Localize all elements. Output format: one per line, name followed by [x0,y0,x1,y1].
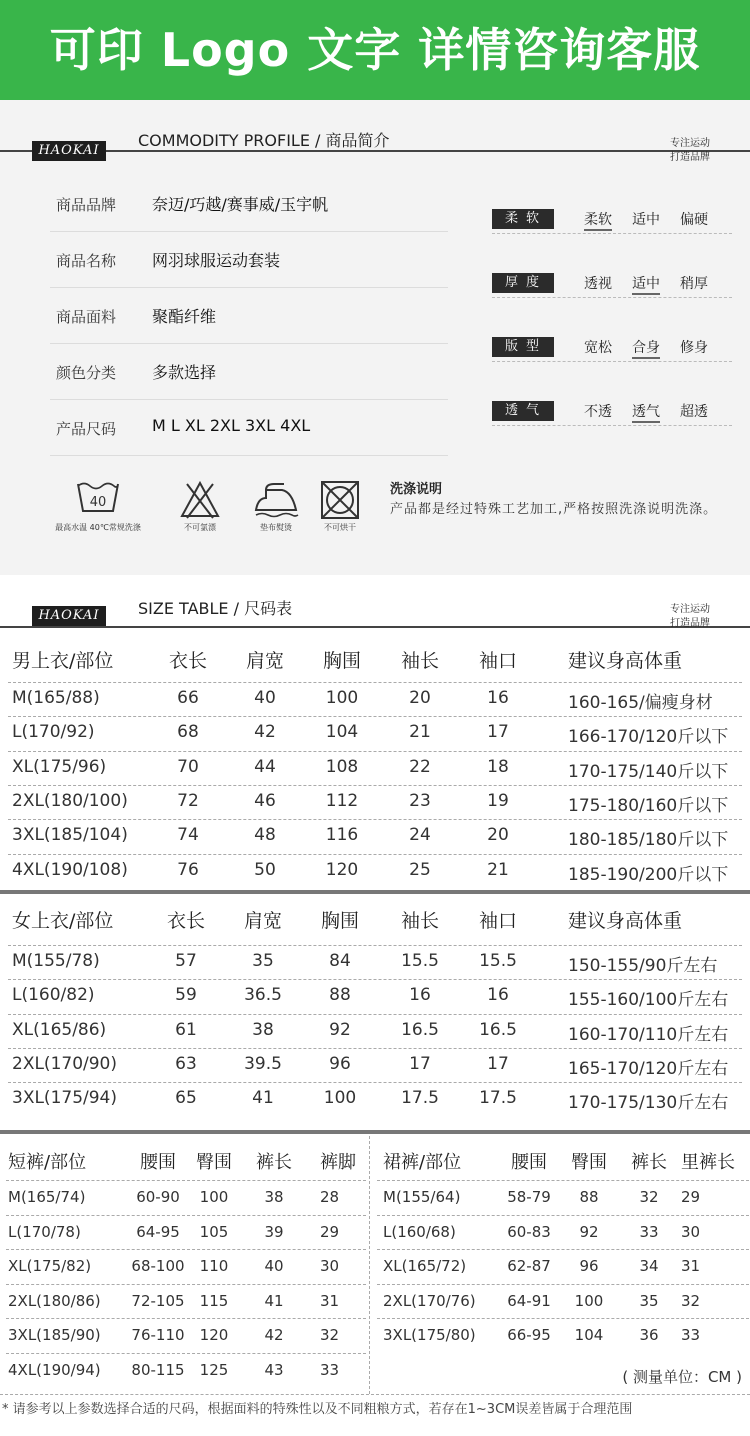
scale-option: 适中 [632,212,660,228]
table-cell: 36.5 [244,985,282,1006]
wash-temp-text: 40 [89,495,107,510]
scale-option-selected: 柔软 [584,209,612,231]
table-cell: 50 [254,859,276,880]
table-cell: L(170/78) [8,1222,81,1241]
table-cell: 33 [639,1222,659,1241]
table-cell: 57 [175,951,197,971]
size-header-rule [0,626,750,628]
table-header-cell: 腰围 [140,1152,176,1173]
table-cell: 17 [487,1053,509,1074]
table-cell: 84 [329,951,351,971]
table-cell: 29 [681,1188,701,1206]
table-cell: 66 [177,688,199,708]
scale-option: 超透 [680,404,708,420]
table-header-cell: 女上衣/部位 [12,910,114,932]
table-header-cell: 袖口 [478,910,518,932]
table-header-cell: 短裤/部位 [8,1152,87,1173]
table-cell: 40 [254,688,276,708]
table-cell: 112 [325,790,359,811]
table-cell: 63 [175,1053,197,1074]
table-cell: 15.5 [401,951,439,971]
size-slogan [670,603,710,631]
table-cell: 16.5 [401,1019,439,1040]
table-cell: 24 [409,825,431,846]
table-header-cell: 里裤长 [681,1152,735,1173]
table-cell: 21 [409,722,431,743]
size-table-title: SIZE TABLE / 尺码表 [138,599,293,618]
table-cell: 42 [254,722,276,743]
table-cell: 108 [325,756,359,777]
scale-option: 偏硬 [680,212,708,228]
table-cell: 68 [177,722,199,743]
table-row [6,1353,366,1388]
table-cell: 116 [325,825,359,846]
table-cell: 166-170/120斤以下 [568,727,729,748]
table-header-row [377,1142,749,1178]
table-row [8,979,742,1013]
table-header-cell: 臀围 [196,1152,232,1173]
table-cell: 100 [574,1291,604,1310]
table-cell: 3XL(185/104) [12,825,128,846]
table-cell: 170-175/140斤以下 [568,761,729,782]
profile-slogan [670,137,710,165]
size-brand-tag: HAOKAI [32,606,106,626]
table-cell: 44 [254,756,276,777]
table-cell: 33 [681,1326,701,1344]
table-cell: 115 [199,1291,229,1310]
scale-tag: 版型 [492,337,554,357]
attribute-value: 多款选择 [152,363,217,382]
fabric-scale-row [492,207,732,231]
attribute-value: 聚酯纤维 [152,307,217,326]
table-cell: 60-83 [507,1222,551,1241]
table-header-cell: 肩宽 [243,910,283,932]
attribute-row [50,232,448,288]
table-row [377,1318,749,1353]
table-row [377,1215,749,1250]
table-cell: 31 [320,1291,340,1310]
table-cell: 42 [264,1326,284,1344]
table-cell: 2XL(180/86) [8,1291,101,1310]
table-cell: 96 [329,1053,351,1074]
table-cell: 160-170/110斤左右 [568,1024,729,1045]
table-cell: 76 [177,859,199,880]
table-cell: 15.5 [479,951,517,971]
no-tumble-dry-icon [319,480,361,520]
table-header-cell: 衣长 [168,650,208,672]
table-cell: XL(165/86) [12,1019,107,1040]
table-cell: 40 [264,1257,284,1275]
fabric-scale-row [492,335,732,359]
no-bleach-icon [179,480,221,520]
table-cell: 175-180/160斤以下 [568,795,729,816]
table-cell: 120 [199,1326,229,1344]
table-cell: 39.5 [244,1053,282,1074]
table-row [8,682,742,716]
care-label-dry: 不可烘干 [324,523,356,532]
table-row [6,1249,366,1284]
wash-instructions-title: 洗涤说明 [390,482,443,497]
attribute-row [50,344,448,400]
scale-option: 不透 [584,404,612,420]
attribute-value: 网羽球服运动套装 [152,251,281,270]
slogan-line-2: 打造品牌 [670,152,710,163]
table-cell: 92 [329,1019,351,1040]
table-header-cell: 臀围 [571,1152,607,1173]
table-divider-2 [0,1130,750,1134]
table-cell: 22 [409,756,431,777]
size-slogan-line-2: 打造品牌 [670,618,710,629]
table-cell: 16 [409,985,431,1006]
table-cell: 34 [639,1257,659,1275]
table-cell: 4XL(190/108) [12,859,128,880]
table-row [377,1180,749,1215]
table-cell: XL(175/96) [12,756,107,777]
table-cell: 100 [199,1188,229,1206]
table-row [6,1180,366,1215]
table-cell: M(165/74) [8,1188,86,1206]
table-cell: 100 [323,1088,357,1109]
table-row [8,945,742,979]
table-header-cell: 衣长 [166,910,206,932]
table-cell: 100 [325,688,359,708]
scale-tag: 厚度 [492,273,554,293]
wash-instructions-text: 产品都是经过特殊工艺加工,严格按照洗涤说明洗涤。 [390,502,718,517]
table-header-row [6,1142,366,1178]
table-cell: 3XL(185/90) [8,1326,101,1344]
table-cell: 35 [639,1291,659,1310]
table-cell: M(165/88) [12,688,100,708]
table-cell: L(160/82) [12,985,95,1006]
scale-dashed-line [492,233,732,234]
scale-option: 稍厚 [680,276,708,292]
table-cell: 3XL(175/80) [383,1326,476,1344]
profile-title: COMMODITY PROFILE / 商品简介 [138,131,390,150]
table-header-cell: 袖长 [400,910,440,932]
table-header-cell: 建议身高体重 [568,650,683,672]
table-row [8,854,742,888]
table-cell: 21 [487,859,509,880]
table-cell: 20 [487,825,509,846]
table-cell: 19 [487,790,509,811]
table-cell: 16 [487,985,509,1006]
care-iron [244,480,308,533]
table-cell: 30 [681,1222,701,1241]
table-cell: M(155/64) [383,1188,461,1206]
table-cell: 68-100 [131,1257,185,1275]
attribute-value: M L XL 2XL 3XL 4XL [152,416,311,435]
table-cell: 88 [579,1188,599,1206]
table-cell: 36 [639,1326,659,1344]
table-header-cell: 裙裤/部位 [383,1152,462,1173]
table-cell: 92 [579,1222,599,1241]
table-row [8,785,742,819]
table-cell: 33 [320,1360,340,1379]
table-row [6,1215,366,1250]
scale-option-selected: 适中 [632,273,660,295]
table-cell: 32 [320,1326,340,1344]
table-cell: 31 [681,1257,701,1275]
scale-tag: 柔软 [492,209,554,229]
table-cell: 125 [199,1360,229,1379]
table-cell: 25 [409,859,431,880]
table-row [377,1249,749,1284]
table-row [8,716,742,750]
table-row [8,1048,742,1082]
table-cell: 35 [252,951,274,971]
table-header-cell: 裤脚 [320,1152,356,1173]
table-cell: 28 [320,1188,340,1206]
table-cell: 64-95 [136,1222,180,1241]
table-cell: 64-91 [507,1291,551,1310]
table-row [8,819,742,853]
attribute-label: 商品品牌 [56,196,117,214]
table-cell: 155-160/100斤左右 [568,990,729,1011]
attribute-row [50,400,448,456]
table-cell: 185-190/200斤以下 [568,864,729,885]
table-cell: L(160/68) [383,1222,456,1241]
table-cell: 32 [639,1188,659,1206]
slogan-line-1: 专注运动 [670,138,710,149]
table-header-row [8,900,742,936]
care-no-tumble-dry [308,480,372,533]
table-cell: 61 [175,1019,197,1040]
table-cell: 29 [320,1222,340,1241]
table-header-cell: 建议身高体重 [568,910,683,932]
table-row [8,751,742,785]
scale-option-selected: 合身 [632,337,660,359]
table-cell: 2XL(170/76) [383,1291,476,1310]
care-label-iron: 垫布熨烫 [260,523,292,532]
table-cell: 72 [177,790,199,811]
table-cell: 105 [199,1222,229,1241]
table-cell: 66-95 [507,1326,551,1344]
scale-option: 透视 [584,276,612,292]
scale-option: 宽松 [584,340,612,356]
scale-dashed-line [492,425,732,426]
table-header-row [8,640,742,676]
table-row [8,1014,742,1048]
table-header-cell: 袖口 [478,650,518,672]
table-cell: 17.5 [401,1088,439,1109]
table-cell: 16.5 [479,1019,517,1040]
table-cell: 76-110 [131,1326,185,1344]
table-cell: 59 [175,985,197,1006]
table-cell: 88 [329,985,351,1006]
table-header-cell: 腰围 [511,1152,547,1173]
table-cell: 17 [409,1053,431,1074]
table-cell: L(170/92) [12,722,95,743]
table-cell: 120 [325,859,359,880]
table-cell: 17.5 [479,1088,517,1109]
table-row [8,1082,742,1116]
iron-icon [252,480,300,520]
attribute-label: 商品面料 [56,308,117,326]
table-header-cell: 裤长 [631,1152,667,1173]
care-no-bleach [168,480,232,533]
care-label-wash: 最高水温 40℃常规洗涤 [55,523,141,532]
table-header-cell: 胸围 [320,910,360,932]
table-cell: 46 [254,790,276,811]
bottom-table-separator [369,1136,370,1394]
size-footnote: * 请参考以上参数选择合适的尺码，根据面料的特殊性以及不同粗粮方式，若存在1~3CM误差皆属于合理范围 [2,1402,633,1417]
table-cell: 72-105 [131,1291,185,1310]
table-cell: 3XL(175/94) [12,1088,118,1109]
attribute-label: 产品尺码 [56,420,117,438]
table-cell: 74 [177,825,199,846]
table-row [6,1284,366,1319]
table-cell: 38 [264,1188,284,1206]
care-wash-40 [40,480,156,533]
scale-option-selected: 透气 [632,401,660,423]
table-cell: 180-185/180斤以下 [568,830,729,851]
table-cell: 96 [579,1257,599,1275]
table-cell: 80-115 [131,1360,185,1379]
table-header-cell: 裤长 [256,1152,292,1173]
table-cell: 62-87 [507,1257,551,1275]
wash-40-icon [76,480,120,514]
brand-tag: HAOKAI [32,141,106,161]
table-cell: M(155/78) [12,951,100,971]
table-header-cell: 肩宽 [245,650,285,672]
table-cell: 165-170/120斤左右 [568,1058,729,1079]
table-cell: 104 [325,722,359,743]
table-cell: 170-175/130斤左右 [568,1093,729,1114]
scale-dashed-line [492,297,732,298]
scale-tag: 透气 [492,401,554,421]
table-cell: XL(175/82) [8,1257,92,1275]
table-cell: XL(165/72) [383,1257,467,1275]
table-cell: 41 [264,1291,284,1310]
bottom-rule [0,1394,750,1395]
table-row [377,1284,749,1319]
fabric-scale-row [492,399,732,423]
table-cell: 160-165/偏瘦身材 [568,693,713,713]
table-cell: 18 [487,756,509,777]
table-cell: 70 [177,756,199,777]
care-label-bleach: 不可氯漂 [184,523,216,532]
scale-option: 修身 [680,340,708,356]
fabric-scale-row [492,271,732,295]
table-cell: 30 [320,1257,340,1275]
table-cell: 2XL(170/90) [12,1053,118,1074]
table-cell: 17 [487,722,509,743]
table-cell: 60-90 [136,1188,180,1206]
table-cell: 39 [264,1222,284,1241]
unit-note: ( 测量单位：CM ) [622,1368,742,1386]
table-cell: 65 [175,1088,197,1109]
table-cell: 48 [254,825,276,846]
table-row [6,1318,366,1353]
table-cell: 20 [409,688,431,708]
table-cell: 110 [199,1257,229,1275]
table-header-cell: 袖长 [400,650,440,672]
promo-banner: 可印 Logo 文字 详情咨询客服 [0,0,750,100]
size-slogan-line-1: 专注运动 [670,604,710,615]
attribute-label: 颜色分类 [56,364,117,382]
table-cell: 150-155/90斤左右 [568,956,718,976]
attribute-row [50,288,448,344]
table-header-cell: 男上衣/部位 [12,650,114,672]
table-cell: 41 [252,1088,274,1109]
table-cell: 38 [252,1019,274,1040]
table-header-cell: 胸围 [322,650,362,672]
table-cell: 23 [409,790,431,811]
table-cell: 2XL(180/100) [12,790,128,811]
table-cell: 104 [574,1326,604,1344]
attribute-value: 奈迈/巧越/赛事威/玉宇帆 [152,195,329,214]
table-divider-1 [0,890,750,894]
table-cell: 32 [681,1291,701,1310]
table-cell: 16 [487,688,509,708]
scale-dashed-line [492,361,732,362]
attribute-row [50,176,448,232]
table-cell: 58-79 [507,1188,551,1206]
table-cell: 43 [264,1360,284,1379]
attribute-label: 商品名称 [56,252,117,270]
table-cell: 4XL(190/94) [8,1360,101,1379]
